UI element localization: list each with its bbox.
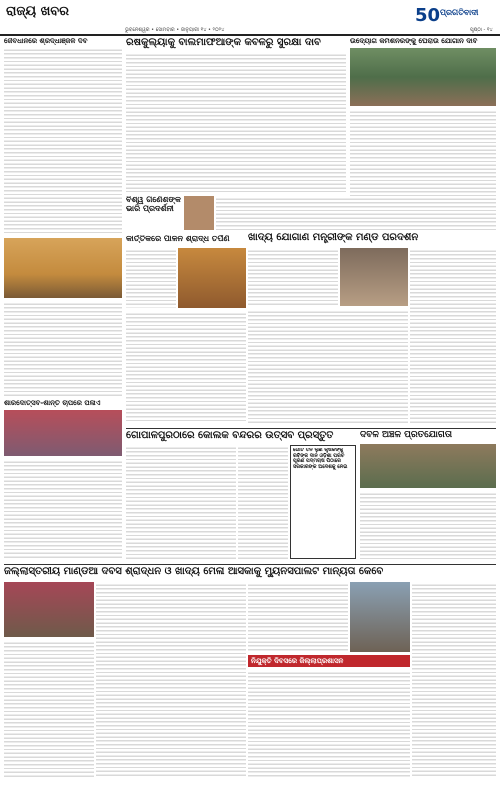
section-title: ରାଜ୍ୟ ଖବର (6, 4, 70, 19)
masthead (0, 0, 500, 34)
newspaper-logo: ପ୍ରଗତିବାଦୀ (440, 8, 479, 17)
body-bottom-left (96, 582, 246, 778)
headline-karmi: କାର୍ତ୍ତିକରେ ପାଳନ ଶ୍ରାଦ୍ଧ ତର୍ପଣ (126, 235, 230, 243)
headline-gopal-box: ଗୋଟି ତିନି ଲୁଣ କୃଷକଙ୍କୁ ରବିଙ୍କ ଦାନ ଓଡ଼ିଶା ପରଚ ପୂରଣ ପଦ୍ମଚାଷ ପିଠାରେ ସରକାରଙ୍କ ଅଦେଶକୁ ନେଇ (293, 448, 348, 470)
body-left-top-2 (4, 301, 122, 396)
body-gopal-2 (238, 445, 288, 559)
body-khadya-right (410, 248, 496, 423)
masthead-rule (0, 34, 500, 36)
body-khadya (248, 248, 338, 306)
headline-mid-small: ବିଶ୍ୱ ଗଣେଶଙ୍କ ଭାରି ପ୍ରଦର୍ଶନୀ (126, 196, 181, 213)
body-lead (126, 52, 346, 192)
section-rule (126, 428, 496, 429)
photo-bottom-mid (350, 582, 410, 652)
photo-dibili (360, 444, 496, 488)
photo-right-top (350, 48, 496, 106)
photo-bottom-left (4, 582, 94, 637)
body-gopal (126, 445, 236, 559)
headline-gopal: ଗୋପାଳପୁରଠାରେ କୋଲକ ବନ୍ଦରର ଉତ୍ସବ ପ୍ରସ୍ତୁତି (126, 431, 334, 441)
body-left-mid (4, 459, 122, 559)
red-box-headline: ନିଯୁକ୍ତି ଦିବସରେ ଜିଲ୍ଲାପ୍ରଶାସନ (248, 655, 410, 667)
body-left-top (4, 47, 122, 235)
body-bottom-mid (248, 582, 348, 652)
headline-dibili: ଦିବିଳି ଅଞ୍ଚଳ ପ୍ରତିଯୋଗିତା (360, 431, 452, 440)
publication-date: ଭୁବନେଶ୍ୱର • ସୋମବାର • ଜାନୁୟାରୀ ୧୪ • ୨୦୨୪ (125, 27, 225, 33)
page-number: ପୃଷ୍ଠା - ୧୪ (470, 27, 493, 33)
headline-bottom: ଜିଲ୍ଲାସ୍ତରୀୟ ମାଣ୍ଡିଆ ଦିବସ ଶ୍ରାଦ୍ଧନ ଓ ଖାଦ୍ୟ ମେଳା ଆସିକାକୁ ମ୍ୟୁନିସିପାଲିଟି ମାନ୍ୟତା କେବେ (4, 567, 384, 577)
body-khadya-2 (248, 309, 408, 423)
box-gopal (290, 445, 356, 559)
body-bottom-left-2 (4, 640, 94, 778)
photo-left-temple (4, 238, 122, 298)
anniversary-logo-icon (414, 2, 440, 26)
bottom-rule (4, 564, 496, 565)
photo-karmi (178, 248, 246, 308)
photo-left-mid (4, 410, 122, 456)
body-karmi-2 (126, 311, 246, 423)
photo-khadya (340, 248, 408, 306)
headline-khadya: ଖାଦ୍ୟ ଯୋଗାଣ ମନ୍ତ୍ରୀଙ୍କ ମଣ୍ଡି ପରିଦର୍ଶନ (248, 233, 419, 243)
body-dibili (360, 491, 496, 559)
logo-number: 50 (415, 5, 440, 26)
headline-right-top: ଉଦ୍ୟୋଗ କମିଶନରଙ୍କୁ ଘେରାଉ ଯୋଗାନ ଦାବି (350, 38, 478, 45)
body-red-box (248, 670, 410, 778)
photo-mid-small (184, 196, 214, 230)
body-bottom-right (412, 582, 496, 778)
headline-left-top: ଜୈବଧାନରେ ଶ୍ରଦ୍ଧାଞ୍ଜଳି ଦିବ (4, 38, 88, 45)
body-karmi (126, 248, 176, 308)
headline-lead: ରଷିକୁଲ୍ୟାକୁ ବାଲିମାଫିଆଙ୍କ କବଳରୁ ସୁରକ୍ଷା ଦାବି (126, 38, 321, 48)
headline-left-mid: ଶାରଦୋତ୍ସବ-ଶାନ୍ତି ଚାପରେ ପଳାଏ (4, 400, 101, 407)
body-mid-small (216, 196, 496, 230)
